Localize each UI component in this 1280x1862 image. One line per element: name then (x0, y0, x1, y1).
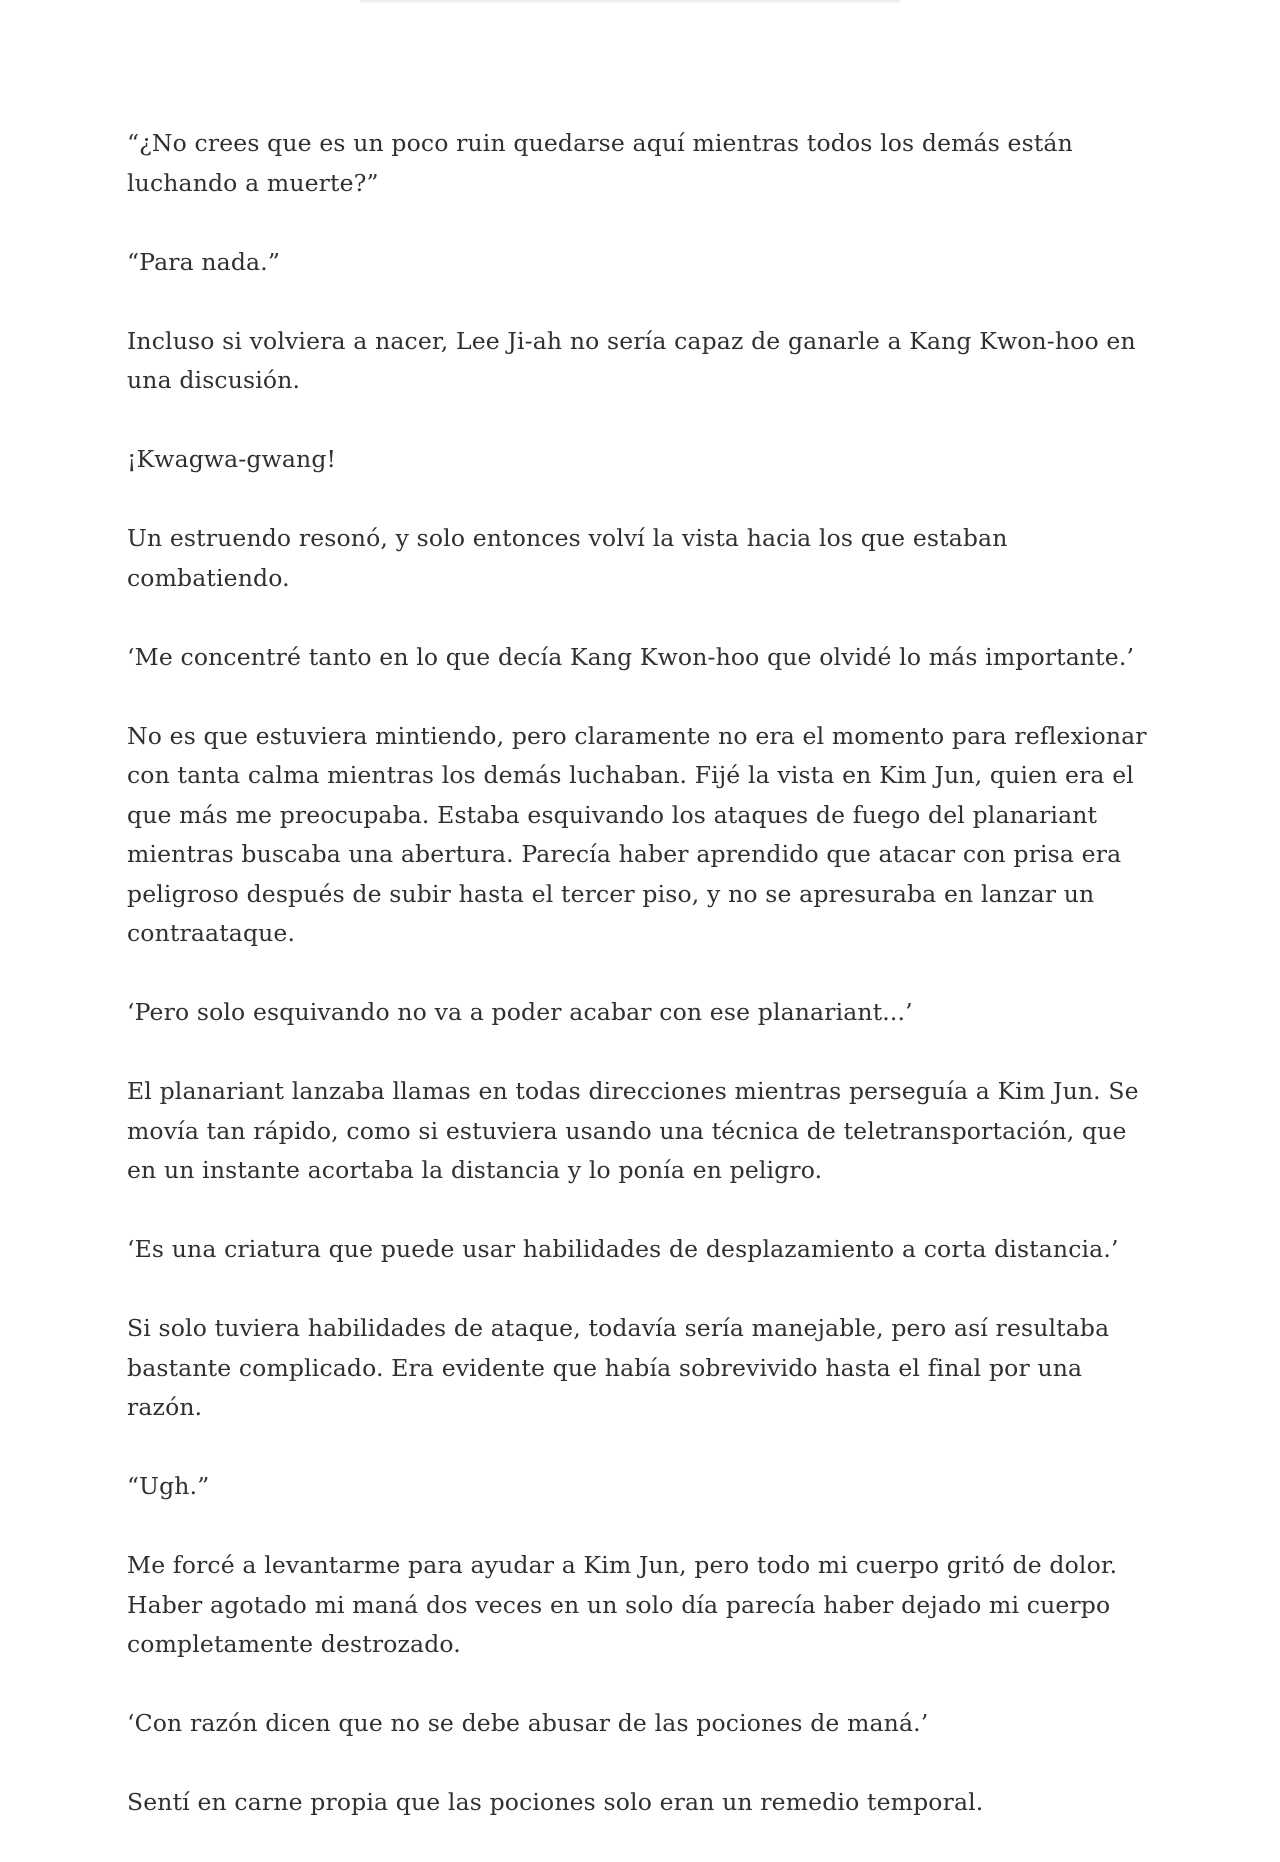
paragraph: Un estruendo resonó, y solo entonces volví la vista hacia los que estaban combatiendo. (127, 524, 1008, 592)
paragraph: “¿No crees que es un poco ruin quedarse aquí mientras todos los demás están luchando a muerte?” (127, 129, 1073, 197)
chapter-text (127, 124, 1157, 1862)
paragraph: “Para nada.” (127, 247, 280, 276)
paragraph: Incluso si volviera a nacer, Lee Ji-ah no sería capaz de ganarle a Kang Kwon-hoo en una discusión. (127, 326, 1136, 394)
paragraph: Sentí en carne propia que las pociones solo eran un remedio temporal. (127, 1788, 984, 1816)
paragraph: Si solo tuviera habilidades de ataque, todavía sería manejable, pero así resultaba bastante complicado. Era evidente que había sobrevivido hasta el final por una razón. (127, 1314, 1110, 1421)
paragraph: “Ugh.” (127, 1472, 210, 1500)
paragraph: ¡Kwagwa-gwang! (127, 445, 337, 473)
paragraph: ‘Es una criatura que puede usar habilidades de desplazamiento a corta distancia.’ (127, 1235, 1119, 1263)
paragraph: El planariant lanzaba llamas en todas direcciones mientras perseguía a Kim Jun. Se movía tan rápido, como si estuviera usando una técnica de teletransportación, que en un instante acortaba la distancia y lo ponía en peligro. (127, 1077, 1139, 1184)
paragraph: Me forcé a levantarme para ayudar a Kim Jun, pero todo mi cuerpo gritó de dolor. Haber agotado mi maná dos veces en un solo día parecía haber dejado mi cuerpo completamente destrozado. (127, 1551, 1118, 1658)
top-edge-shadow (360, 0, 900, 4)
paragraph: No es que estuviera mintiendo, pero claramente no era el momento para reflexionar con tanta calma mientras los demás luchaban. Fijé la vista en Kim Jun, quien era el que más me preocupaba. Estaba esquivando los ataques de fuego del planariant mientras buscaba una abertura. Parecía haber aprendido que atacar con prisa era peligroso después de subir hasta el tercer piso, y no se apresuraba en lanzar un contraataque. (127, 721, 1147, 947)
paragraph: ‘Con razón dicen que no se debe abusar de las pociones de maná.’ (127, 1709, 929, 1737)
paragraph: ‘Me concentré tanto en lo que decía Kang Kwon-hoo que olvidé lo más importante.’ (127, 642, 1135, 671)
paragraph: ‘Pero solo esquivando no va a poder acabar con ese planariant...’ (127, 998, 913, 1026)
